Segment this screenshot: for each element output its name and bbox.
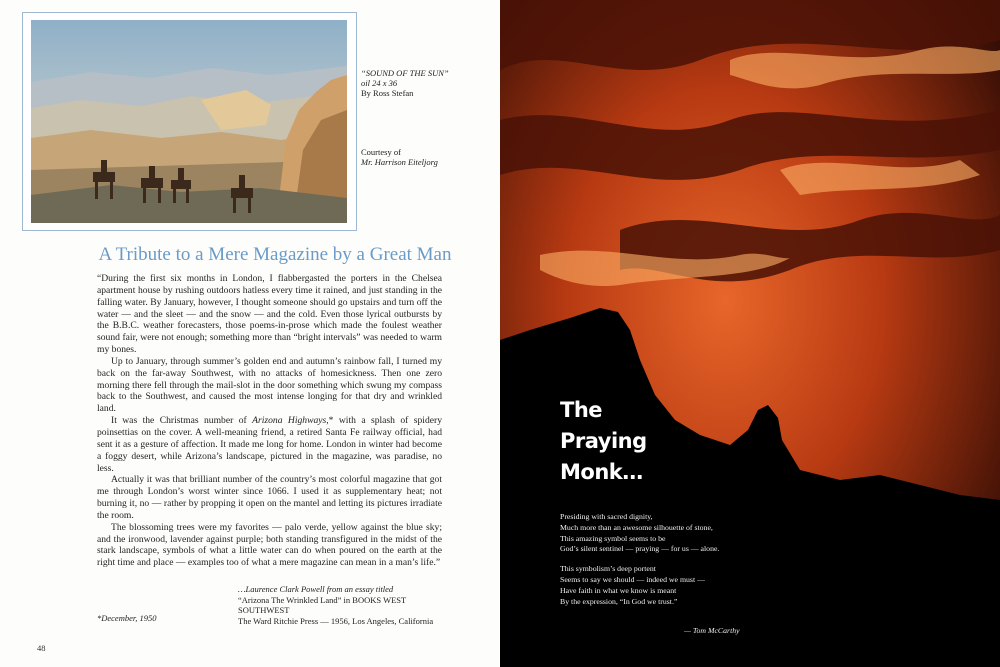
poem-line: Presiding with sacred dignity,	[560, 512, 653, 521]
poem-line: This amazing symbol seems to be	[560, 533, 666, 543]
poem-line: Much more than an awesome silhouette of stone,	[560, 522, 713, 532]
courtesy-label: Courtesy of	[361, 147, 401, 157]
page-number: 48	[37, 643, 46, 653]
article-paragraph: Actually it was that brilliant number of the country’s most colorful magazine that got me through London’s worst winter since 1066. I used it as supplementary heat; not burning it, no — rather by propping it open on the mantel and letting its pictures irradiate the room.	[97, 474, 442, 521]
painting-artist: By Ross Stefan	[361, 88, 414, 98]
right-page-photo	[500, 0, 1000, 667]
article-paragraph	[97, 415, 442, 474]
article-paragraph: Up to January, through summer’s golden end and autumn’s rainbow fall, I turned my back on the far-away Southwest, with no attacks of homesickness. Then one zero morning there fell through the mail-slot in the door something which swung my compass back to the Southwest, and caused the most intense longing for that dry and wrinkled land.	[97, 355, 442, 415]
poem-title	[560, 395, 647, 488]
article-paragraph: The blossoming trees were my favorites — palo verde, yellow against the blue sky; and the ironwood, lavender against purple; both standing transfigured in the midst of the stark landscape, symbols of what a little water can do when poured on the earth at the right time and place — examples too of what a mere magazine can mean in a man’s life.”	[97, 521, 442, 569]
attribution-line: The Ward Ritchie Press — 1956, Los Angeles, California	[238, 615, 434, 626]
poem-title-line: The	[560, 398, 603, 422]
painting-image	[31, 20, 347, 223]
article-paragraph-text: It was the Christmas number of	[111, 415, 253, 427]
poem-line: Have faith in what we know is meant	[560, 585, 677, 595]
painting-caption	[361, 68, 491, 98]
poem-line: By the expression, “In God we trust.”	[560, 596, 678, 606]
article-body	[97, 273, 442, 569]
poem-body	[560, 512, 820, 607]
article-paragraph-text: * with a splash of spidery poinsettias on the cover. A well-meaning friend, a retired Santa Fe railway official, had sent it as a gesture of affection. It made me long for home. London in winter had become a foggy desert, while Arizona’s landscape, pictured in the magazine, was paradise, no less.	[97, 415, 442, 474]
poem-author: — Tom McCarthy	[684, 626, 740, 635]
poem-line: This symbolism’s deep portent	[560, 564, 656, 574]
painting-courtesy	[361, 147, 491, 167]
painting-title: “SOUND OF THE SUN”	[361, 68, 449, 78]
poem-title-line: Monk…	[560, 460, 643, 484]
painting-medium: oil 24 x 36	[361, 78, 398, 88]
article-headline: A Tribute to a Mere Magazine by a Great Man	[98, 244, 452, 265]
magazine-name: Arizona Highways,	[252, 415, 329, 427]
footnote: *December, 1950	[97, 613, 157, 623]
attribution-line: “Arizona The Wrinkled Land” in BOOKS WEST SOUTHWEST	[238, 594, 407, 615]
poem-line: Seems to say we should — indeed we must —	[560, 574, 705, 584]
courtesy-name: Mr. Harrison Eiteljorg	[361, 157, 438, 167]
poem-title-line: Praying	[560, 429, 647, 453]
attribution-line: …Laurence Clark Powell from an essay titled	[238, 584, 394, 594]
poem-line: God’s silent sentinel — praying — for us — alone.	[560, 544, 720, 554]
article-paragraph: “During the first six months in London, I flabbergasted the porters in the Chelsea apartment house by rushing outdoors hatless every time it rained, and just standing in the falling water. By January, however, I thought someone should go upstairs and turn off the water — and the sleet — and the snow — and the cold. Even those lyrical outbursts by the B.B.C. weather forecasters, those poems-in-prose which made the foulest weather sound fair, were not enough; something more than “bright intervals” was needed to warm my bones.	[97, 273, 442, 356]
article-attribution	[238, 584, 458, 626]
